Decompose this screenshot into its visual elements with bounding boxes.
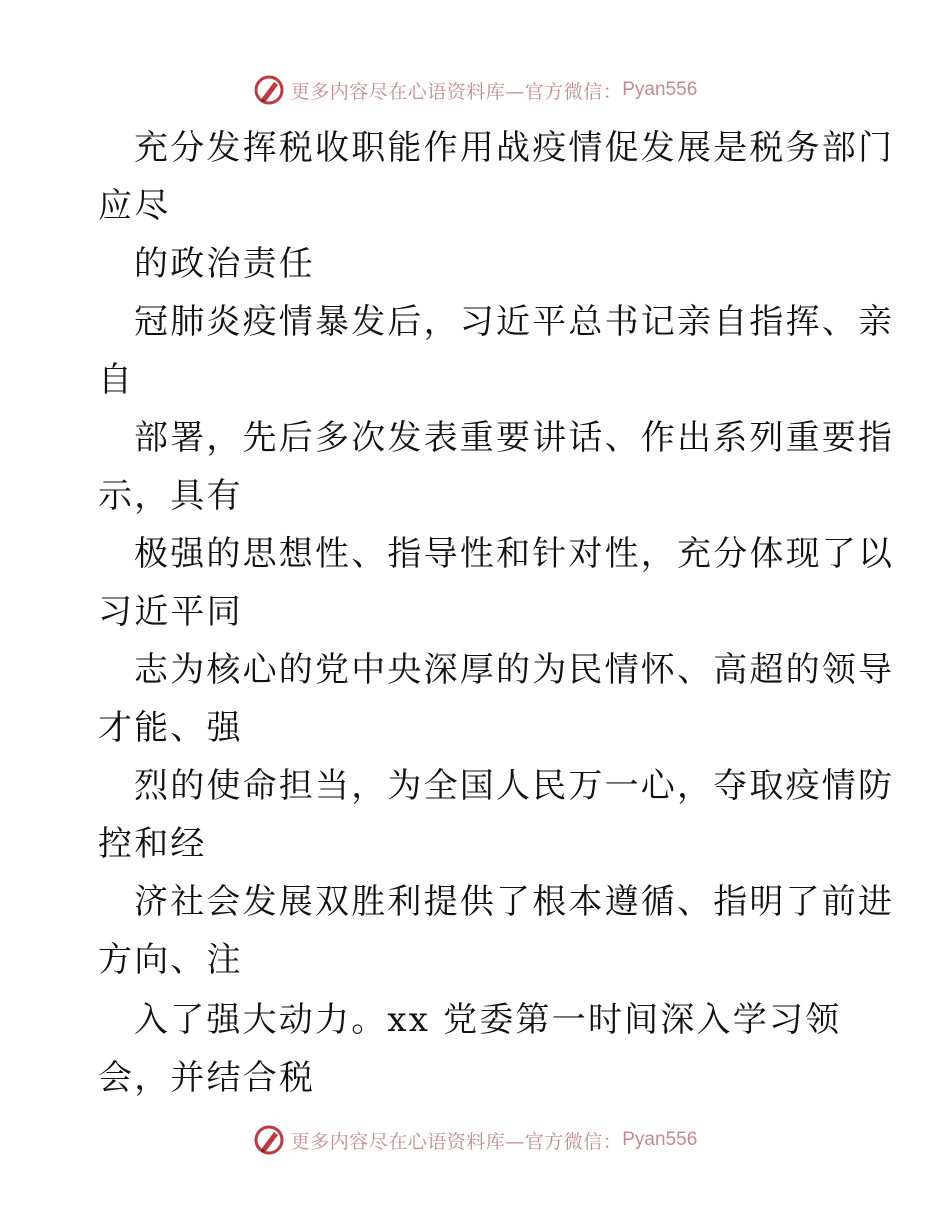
text-line: 的政治责任	[134, 244, 315, 284]
text-line: 极强的思想性、指导性和针对性，充分体现了以	[134, 534, 895, 574]
pen-logo-icon	[253, 1124, 285, 1156]
text-line: 济社会发展双胜利提供了根本遵循、指明了前进	[134, 882, 895, 922]
text-line: 示，具有	[98, 476, 243, 516]
text-line: 控和经	[98, 824, 207, 864]
text-line: 部署，先后多次发表重要讲话、作出系列重要指	[134, 418, 895, 458]
watermark-code: Pyan556	[622, 1129, 698, 1150]
text-line: 会，并结合税	[98, 1058, 316, 1098]
text-line: 应尽	[98, 186, 171, 226]
text-line: 自	[98, 360, 135, 400]
text-line: 入了强大动力。xx 党委第一时间深入学习领	[134, 1000, 842, 1040]
pen-logo-icon	[253, 74, 285, 106]
footer-watermark	[0, 1120, 950, 1160]
text-line: 志为核心的党中央深厚的为民情怀、高超的领导	[134, 650, 895, 690]
watermark-code: Pyan556	[622, 79, 698, 100]
text-line: 习近平同	[98, 592, 243, 632]
text-line: 充分发挥税收职能作用战疫情促发展是税务部门	[134, 128, 895, 168]
text-line: 冠肺炎疫情暴发后，习近平总书记亲自指挥、亲	[134, 302, 895, 342]
watermark-text: 更多内容尽在心语资料库—官方微信：	[290, 1130, 623, 1153]
text-line: 方向、注	[98, 940, 243, 980]
header-watermark	[0, 70, 950, 110]
text-line: 烈的使命担当，为全国人民万一心，夺取疫情防	[134, 766, 895, 806]
watermark-text: 更多内容尽在心语资料库—官方微信：	[290, 80, 623, 103]
text-line: 才能、强	[98, 708, 243, 748]
